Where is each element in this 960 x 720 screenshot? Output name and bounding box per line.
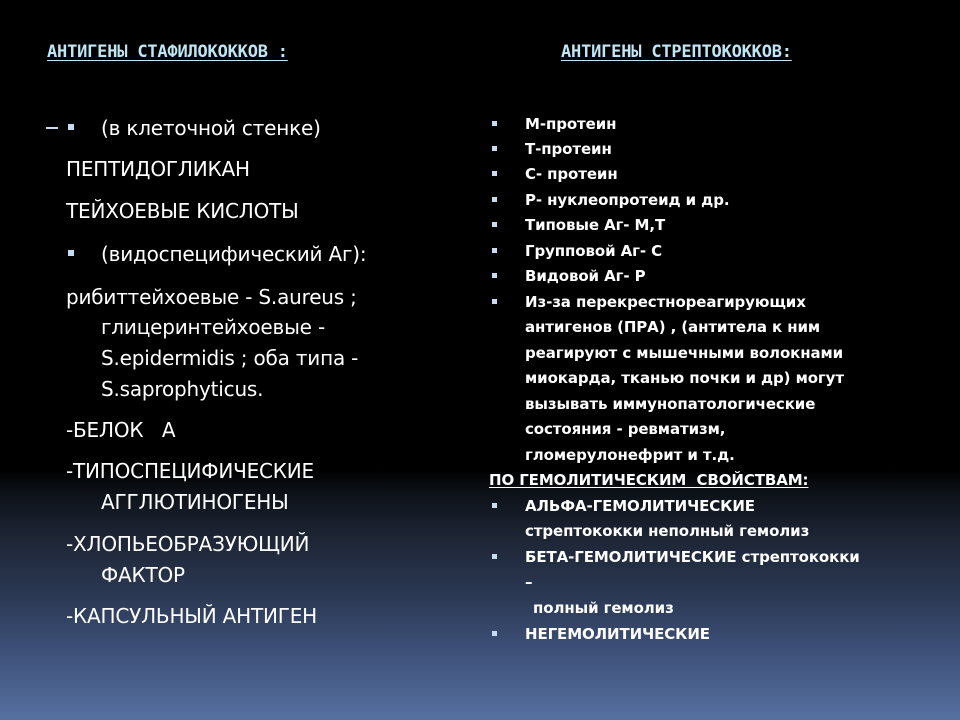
cross-reactive-line: вызывать иммунопатологические — [525, 395, 816, 413]
ribitol-teichoic-text: рибиттейхоевые - S.aureus ; — [66, 285, 357, 309]
bullet-icon — [492, 121, 497, 126]
bullet-icon — [492, 197, 497, 202]
group-antigen-item: Групповой Аг- С — [525, 242, 663, 260]
cross-reactive-line: Из-за перекрестнореагирующих — [525, 293, 806, 311]
t-protein-item: Т-протеин — [525, 140, 612, 158]
bullet-icon — [492, 554, 497, 559]
bullet-icon — [68, 250, 74, 256]
glycerol-teichoic-text: глицеринтейхоевые - — [101, 315, 325, 339]
bullet-icon — [492, 631, 497, 636]
factor-text: ФАКТОР — [101, 563, 185, 587]
alpha-hemolytic-item: АЛЬФА-ГЕМОЛИТИЧЕСКИЕ — [525, 497, 755, 515]
type-specific-text: -ТИПОСПЕЦИФИЧЕСКИЕ — [66, 459, 314, 483]
cross-reactive-line: гломерулонефрит и т.д. — [525, 446, 735, 464]
species-specific-label: (видоспецифический Аг): — [101, 242, 367, 266]
cell-wall-label: (в клеточной стенке) — [101, 116, 321, 140]
alpha-hemolytic-desc: стрептококки неполный гемолиз — [525, 522, 810, 540]
beta-hemolytic-item: БЕТА-ГЕМОЛИТИЧЕСКИЕ стрептококки — [525, 548, 860, 566]
species-antigen-item: Видовой Аг- Р — [525, 267, 646, 285]
protein-a-text: -БЕЛОК А — [66, 418, 176, 442]
bullet-icon — [68, 124, 74, 130]
staphylococci-title: АНТИГЕНЫ СТАФИЛОКОККОВ : — [47, 42, 288, 62]
bullet-icon — [492, 146, 497, 151]
bullet-icon — [492, 171, 497, 176]
streptococci-title: АНТИГЕНЫ СТРЕПТОКОККОВ: — [561, 42, 792, 62]
bullet-icon — [492, 248, 497, 253]
c-protein-item: С- протеин — [525, 165, 618, 183]
peptidoglycan-text: ПЕПТИДОГЛИКАН — [66, 157, 250, 181]
hemolytic-properties-header: ПО ГЕМОЛИТИЧЕСКИМ СВОЙСТВАМ: — [489, 471, 809, 489]
saprophyticus-text: S.saprophyticus. — [101, 377, 264, 401]
bullet-icon — [492, 503, 497, 508]
cross-reactive-line: реагируют с мышечными волокнами — [525, 344, 844, 362]
non-hemolytic-item: НЕГЕМОЛИТИЧЕСКИЕ — [525, 625, 710, 643]
bullet-icon — [492, 299, 497, 304]
teichoic-acids-text: ТЕЙХОЕВЫЕ КИСЛОТЫ — [66, 199, 299, 223]
m-protein-item: М-протеин — [525, 115, 617, 133]
bullet-icon — [492, 273, 497, 278]
beta-hemolytic-desc: полный гемолиз — [533, 599, 674, 617]
cross-reactive-line: миокарда, тканью почки и др) могут — [525, 369, 844, 387]
epidermidis-text: S.epidermidis ; оба типа - — [101, 346, 359, 370]
cross-reactive-line: антигенов (ПРА) , (антитела к ним — [525, 318, 821, 336]
clumping-factor-text: -ХЛОПЬЕОБРАЗУЮЩИЙ — [66, 532, 310, 556]
p-nucleoprotein-item: Р- нуклеопротеид и др. — [525, 191, 730, 209]
bullet-icon — [492, 222, 497, 227]
beta-hemolytic-dash: – — [525, 573, 533, 591]
cross-reactive-line: состояния - ревматизм, — [525, 420, 726, 438]
capsular-antigen-text: -КАПСУЛЬНЫЙ АНТИГЕН — [66, 604, 318, 628]
agglutinogens-text: АГГЛЮТИНОГЕНЫ — [101, 490, 289, 514]
dash-icon — [46, 127, 58, 129]
type-antigens-item: Типовые Аг- М,Т — [525, 216, 666, 234]
